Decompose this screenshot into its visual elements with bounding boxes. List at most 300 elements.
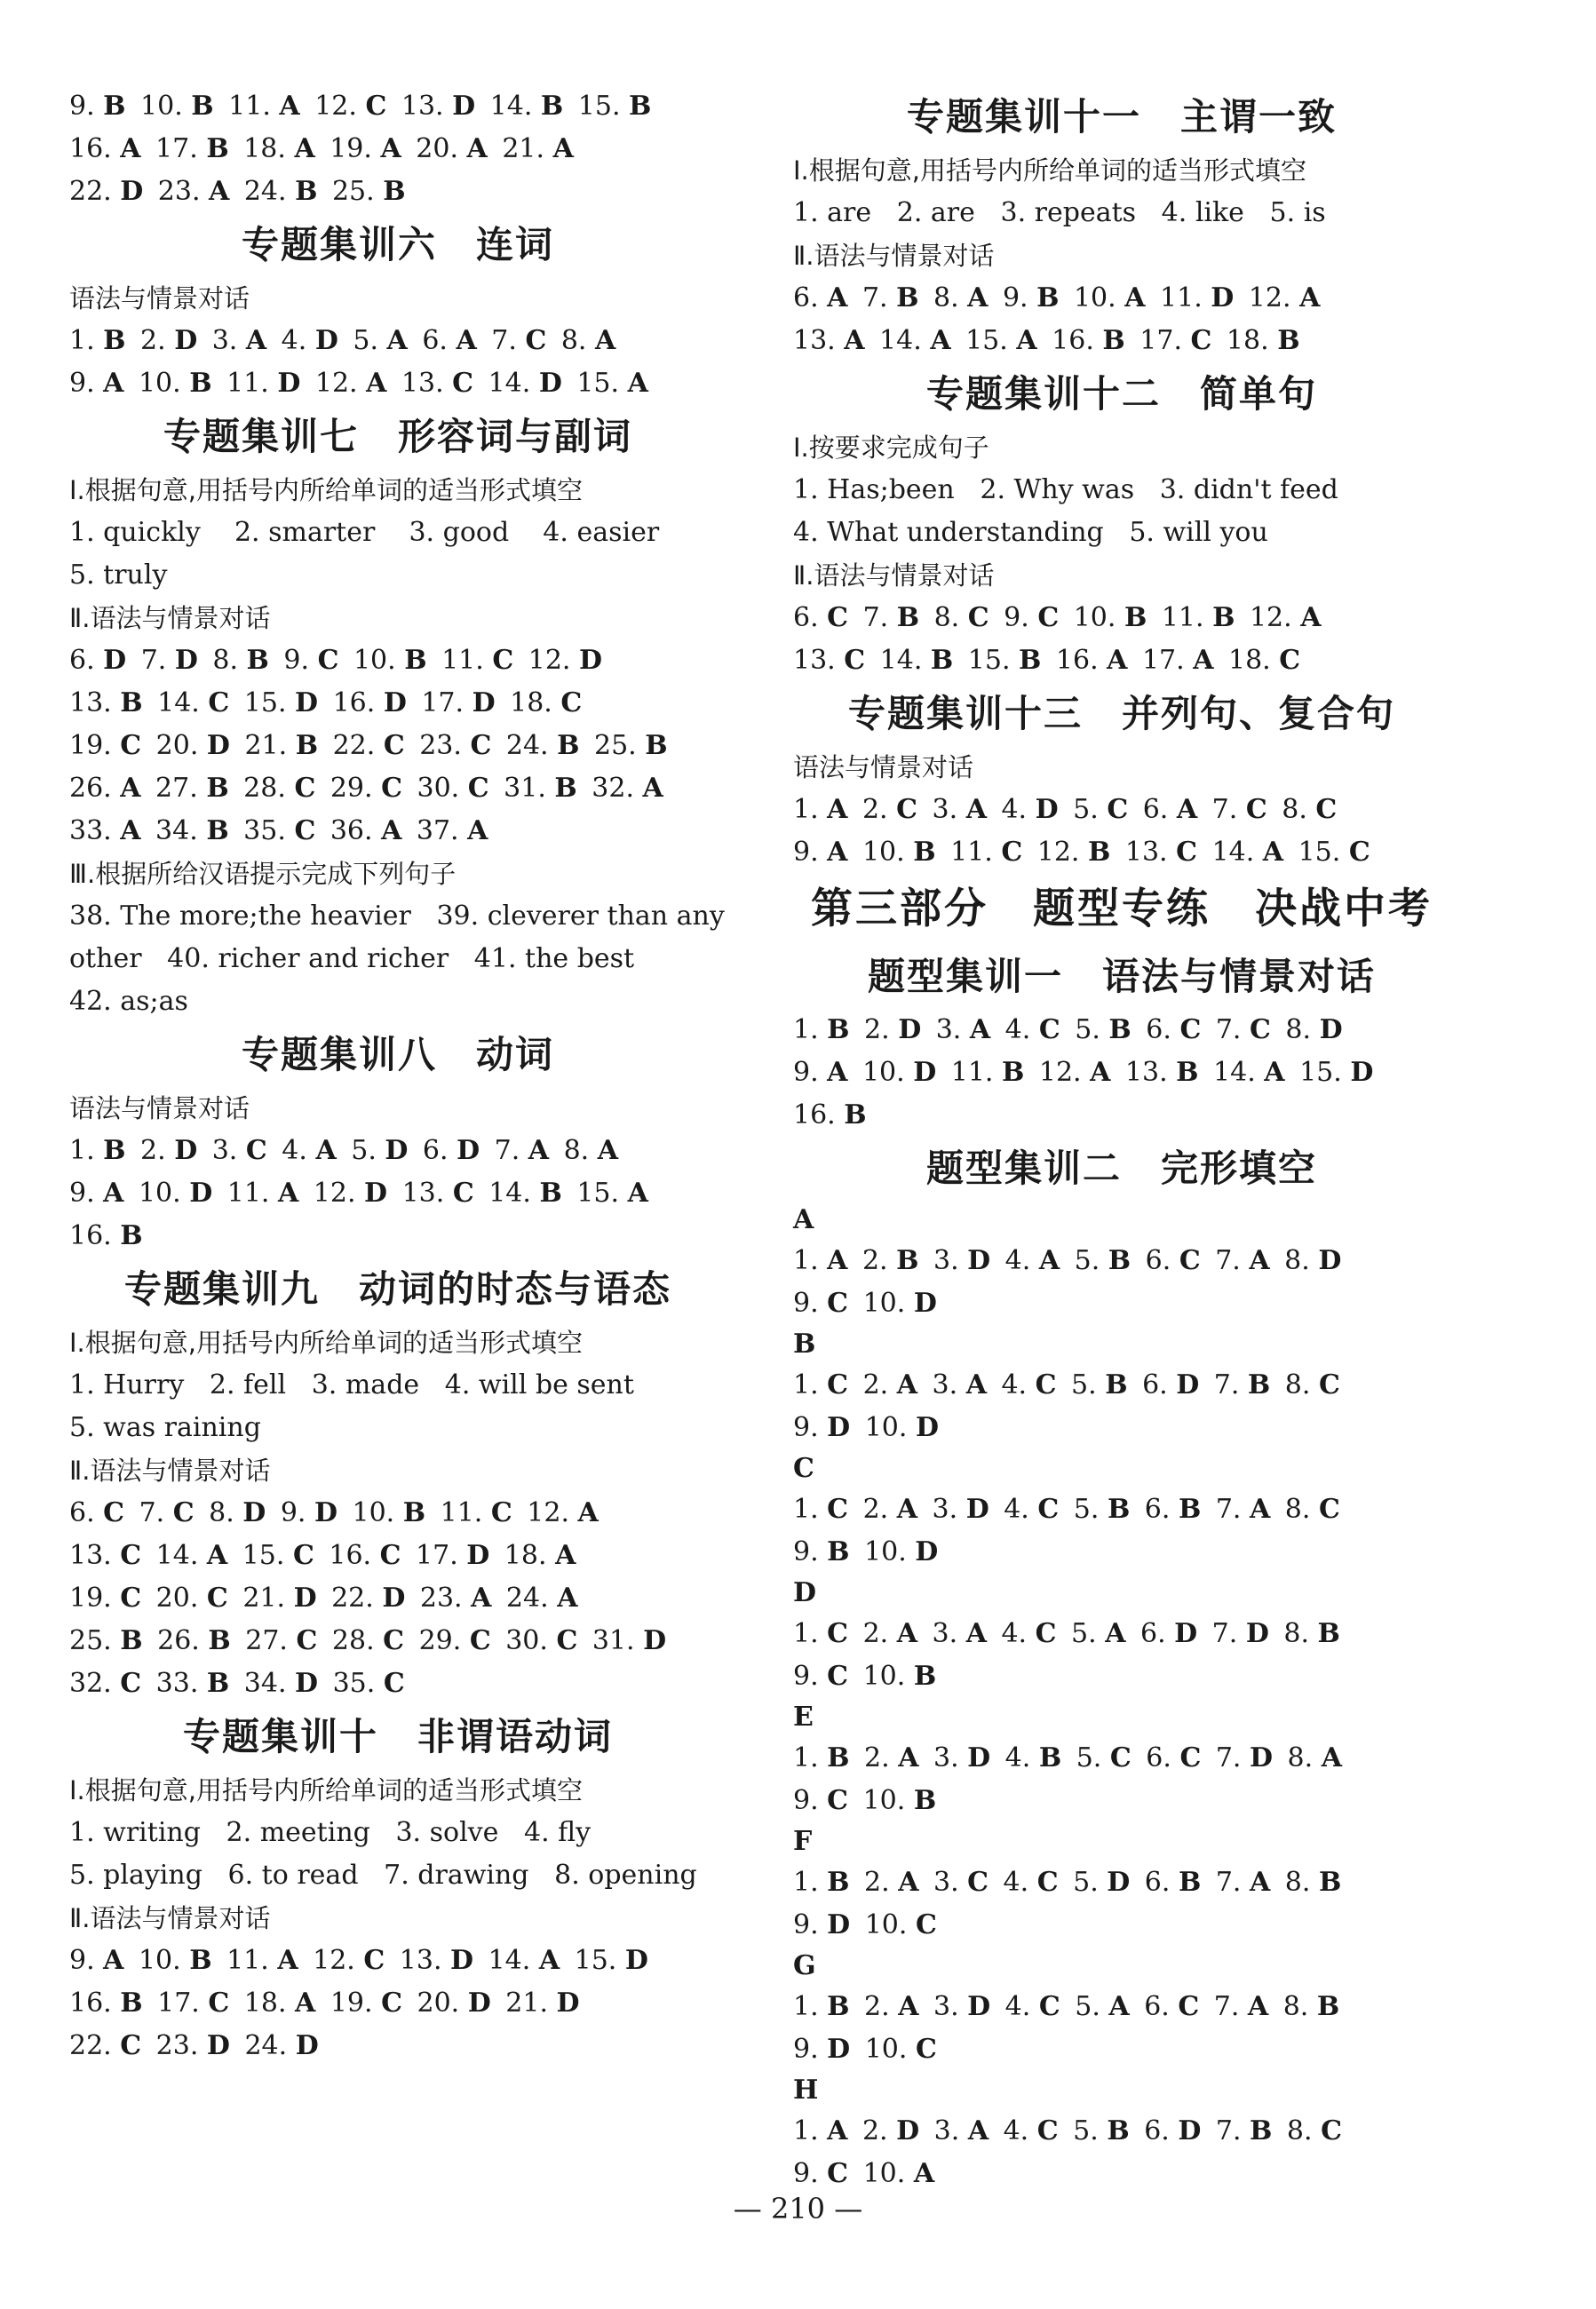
question-number: 9.: [793, 2158, 819, 2189]
answer-item: [441, 1497, 512, 1528]
answer-row: [793, 1613, 1450, 1655]
answer-choice: D: [174, 1135, 198, 1166]
answer-item: [1073, 794, 1128, 825]
answer-choice: A: [577, 1497, 599, 1528]
answer-item: [1004, 602, 1059, 633]
answer-item: [157, 687, 229, 718]
answer-item: [527, 1497, 599, 1528]
question-number: 6.: [1142, 1369, 1168, 1400]
answer-choice: A: [552, 133, 574, 164]
question-number: 11.: [441, 645, 484, 676]
question-number: 9.: [793, 1057, 819, 1088]
question-number: 6.: [793, 282, 819, 313]
answer-item: [1004, 1867, 1059, 1898]
answer-choice: D: [967, 1245, 991, 1276]
answer-choice: C: [383, 1625, 405, 1656]
answer-item: [156, 1668, 230, 1699]
question-number: 31.: [592, 1625, 635, 1656]
answer-row: [69, 639, 727, 682]
question-number: 9.: [69, 1178, 95, 1209]
question-number: 15.: [1298, 837, 1341, 868]
answer-item: [419, 1625, 491, 1656]
question-number: 14.: [488, 1945, 531, 1976]
answer-item: [139, 1945, 212, 1976]
answer-choice: D: [383, 687, 407, 718]
answer-item: [244, 176, 318, 207]
question-number: 13.: [1124, 1057, 1168, 1088]
answer-choice: A: [295, 1988, 316, 2019]
section-heading: 专题集训六 连词: [241, 223, 554, 266]
question-number: 33.: [155, 1668, 199, 1699]
answer-choice: D: [295, 687, 319, 718]
question-number: 1.: [793, 1494, 819, 1525]
answer-item: [227, 1178, 299, 1209]
answer-choice: D: [364, 1178, 388, 1209]
section-heading: 专题集训十三 并列句、复合句: [847, 692, 1395, 735]
answer-item: [69, 325, 126, 356]
question-number: 6.: [1144, 1867, 1171, 1898]
question-number: 8.: [1284, 1867, 1311, 1898]
passage-letter: A: [793, 1204, 814, 1235]
answer-choice: B: [896, 602, 920, 633]
passage-letter: E: [793, 1702, 814, 1733]
answer-item: [1001, 1369, 1056, 1400]
question-number: 15.: [577, 91, 621, 122]
question-number: 7.: [1215, 1742, 1242, 1773]
answer-item: [933, 1369, 987, 1400]
answer-choice: D: [206, 730, 230, 761]
answer-item: [243, 773, 315, 804]
question-number: 6.: [1145, 1245, 1171, 1276]
answer-item: [333, 730, 405, 761]
question-number: 3.: [211, 325, 238, 356]
answer-choice: B: [191, 91, 214, 122]
question-number: 10.: [352, 1497, 395, 1528]
question-number: 3.: [935, 1014, 962, 1045]
answer-text-line: 1. Hurry 2. fell 3. made 4. will be sent: [69, 1369, 634, 1400]
answer-choice: C: [208, 687, 230, 718]
answer-item: [793, 2115, 847, 2146]
answer-choice: D: [965, 1494, 989, 1525]
answer-text-line: 42. as;as: [69, 986, 188, 1017]
answer-choice: A: [278, 1178, 299, 1209]
answer-item: [1160, 282, 1234, 313]
answer-item: [1287, 2115, 1342, 2146]
answer-item: [155, 133, 229, 164]
question-number: 2.: [862, 2115, 888, 2146]
question-number: 34.: [155, 815, 198, 846]
question-number: 12.: [1038, 1057, 1082, 1088]
answer-item: [793, 1536, 850, 1567]
answer-item: [1214, 1369, 1271, 1400]
answer-item: [592, 1625, 666, 1656]
answer-choice: A: [294, 133, 315, 164]
answer-choice: C: [294, 773, 316, 804]
answer-item: [793, 1245, 847, 1276]
answer-choice: C: [1038, 1014, 1060, 1045]
passage-letter: B: [793, 1329, 816, 1360]
answer-choice: C: [120, 2030, 142, 2061]
question-number: 17.: [155, 133, 198, 164]
answer-choice: B: [103, 91, 126, 122]
question-number: 1.: [793, 1618, 819, 1649]
question-number: 10.: [862, 1288, 906, 1319]
answer-choice: C: [1318, 1494, 1340, 1525]
answer-item: [441, 645, 513, 676]
subsection-label: 语法与情景对话: [793, 752, 974, 782]
question-number: 5.: [1073, 2115, 1099, 2146]
answer-choice: D: [1211, 282, 1235, 313]
question-number: 11.: [950, 1057, 994, 1088]
question-number: 22.: [332, 730, 376, 761]
answer-choice: B: [1176, 1057, 1199, 1088]
answer-item: [862, 2115, 919, 2146]
answer-item: [1073, 1867, 1130, 1898]
answer-row: [793, 831, 1450, 874]
answer-choice: D: [1319, 1014, 1343, 1045]
question-number: 12.: [1248, 282, 1291, 313]
answer-choice: D: [450, 1945, 474, 1976]
question-number: 10.: [862, 1785, 906, 1816]
answer-row: [69, 85, 727, 128]
answer-row: [793, 1009, 1450, 1051]
answer-item: [793, 1099, 867, 1131]
answer-text-line: 1. quickly 2. smarter 3. good 4. easier: [69, 517, 660, 548]
answer-choice: A: [642, 773, 663, 804]
answer-choice: A: [386, 325, 408, 356]
question-number: 4.: [1004, 1991, 1031, 2022]
answer-choice: D: [1176, 1369, 1200, 1400]
subsection-label: 语法与情景对话: [69, 1093, 250, 1123]
answer-item: [1003, 282, 1060, 313]
answer-item: [1227, 325, 1300, 356]
question-number: 5.: [1071, 1369, 1097, 1400]
answer-choice: D: [967, 1991, 991, 2022]
answer-item: [1004, 2115, 1059, 2146]
answer-row: [69, 1215, 727, 1258]
answer-choice: C: [560, 687, 583, 718]
answer-item: [504, 773, 577, 804]
answer-choice: D: [314, 325, 338, 356]
question-number: 9.: [69, 368, 95, 399]
answer-item: [333, 1668, 405, 1699]
subsection-label: Ⅱ.语法与情景对话: [69, 1456, 271, 1486]
answer-row: [793, 1282, 1450, 1325]
subsection-label: Ⅱ.语法与情景对话: [69, 1903, 271, 1933]
question-number: 6.: [69, 645, 95, 676]
answer-item: [1284, 1245, 1341, 1276]
question-number: 23.: [419, 730, 462, 761]
answer-item: [863, 602, 920, 633]
answer-choice: B: [120, 1220, 143, 1251]
answer-choice: A: [557, 1583, 578, 1614]
question-number: 8.: [209, 1497, 234, 1528]
question-number: 10.: [138, 1178, 181, 1209]
answer-item: [244, 1988, 316, 2019]
answer-choice: D: [103, 645, 127, 676]
question-number: 15.: [243, 687, 287, 718]
answer-item: [1249, 282, 1321, 313]
answer-choice: A: [277, 1945, 298, 1976]
question-number: 30.: [417, 773, 460, 804]
answer-item: [1071, 1618, 1125, 1649]
question-number: 17.: [1139, 325, 1182, 356]
answer-choice: C: [827, 1369, 849, 1400]
answer-row: [793, 2110, 1450, 2153]
answer-choice: A: [898, 1742, 919, 1773]
answer-item: [69, 2030, 141, 2061]
answer-item: [1214, 1991, 1268, 2022]
question-number: 9.: [793, 2034, 819, 2065]
answer-choice: D: [277, 368, 301, 399]
answer-choice: C: [1190, 325, 1212, 356]
question-number: 20.: [417, 1988, 460, 2019]
answer-row: [69, 320, 727, 362]
answer-choice: C: [383, 1668, 405, 1699]
question-number: 12.: [313, 1945, 355, 1976]
answer-item: [933, 1867, 989, 1898]
question-number: 7.: [1211, 794, 1238, 825]
question-number: 1.: [793, 1245, 819, 1276]
answer-item: [422, 325, 476, 356]
answer-item: [1076, 1742, 1131, 1773]
answer-row: [793, 277, 1450, 320]
answer-item: [934, 2115, 989, 2146]
answer-item: [793, 2158, 848, 2189]
question-number: 18.: [243, 1988, 287, 2019]
answer-item: [1285, 1494, 1340, 1525]
question-number: 2.: [862, 1245, 888, 1276]
question-number: 13.: [69, 687, 112, 718]
answer-item: [793, 1014, 850, 1045]
question-number: 16.: [793, 1099, 836, 1131]
question-number: 14.: [489, 91, 533, 122]
answer-choice: B: [103, 325, 126, 356]
question-number: 8.: [1285, 1014, 1312, 1045]
answer-choice: A: [965, 794, 987, 825]
answer-item: [1073, 2115, 1130, 2146]
answer-choice: D: [538, 368, 562, 399]
answer-choice: A: [898, 1867, 919, 1898]
answer-choice: B: [1212, 602, 1235, 633]
answer-item: [282, 1135, 336, 1166]
answer-choice: C: [827, 1288, 849, 1319]
question-number: 4.: [1003, 2115, 1029, 2146]
answer-item: [1288, 1742, 1342, 1773]
answer-choice: B: [539, 1178, 562, 1209]
question-number: 7.: [1215, 2115, 1242, 2146]
question-number: 8.: [1284, 1245, 1310, 1276]
answer-item: [140, 325, 197, 356]
answer-choice: A: [627, 1178, 648, 1209]
question-number: 7.: [1215, 1014, 1242, 1045]
answer-choice: A: [1105, 1618, 1126, 1649]
answer-item: [1146, 1245, 1201, 1276]
answer-choice: A: [965, 1618, 987, 1649]
answer-row: [69, 171, 727, 213]
answer-choice: A: [120, 133, 141, 164]
answer-text-line: other 40. richer and richer 41. the best: [69, 943, 635, 974]
question-number: 3.: [933, 1742, 959, 1773]
question-number: 4.: [1004, 1742, 1031, 1773]
answer-choice: B: [554, 773, 577, 804]
answer-row: [793, 1904, 1450, 1947]
answer-item: [401, 91, 475, 122]
answer-item: [862, 837, 936, 868]
question-number: 12.: [1036, 837, 1080, 868]
answer-item: [1075, 1991, 1129, 2022]
question-number: 14.: [488, 368, 531, 399]
question-number: 9.: [69, 91, 95, 122]
answer-item: [158, 176, 230, 207]
answer-item: [69, 91, 126, 122]
answer-item: [69, 1583, 141, 1614]
answer-choice: C: [381, 773, 402, 804]
answer-choice: C: [844, 645, 866, 676]
answer-item: [69, 1220, 143, 1251]
answer-item: [1215, 1245, 1269, 1276]
answer-item: [934, 602, 989, 633]
answer-row: [793, 2153, 1450, 2195]
answer-item: [332, 1625, 404, 1656]
answer-row: [793, 789, 1450, 831]
answer-item: [1125, 1057, 1199, 1088]
question-number: 9.: [793, 1412, 819, 1443]
answer-item: [69, 1945, 123, 1976]
answer-choice: A: [467, 815, 488, 846]
question-number: 8.: [1286, 2115, 1313, 2146]
question-number: 3.: [932, 1494, 958, 1525]
question-number: 28.: [331, 1625, 375, 1656]
answer-choice: A: [279, 91, 300, 122]
answer-item: [576, 368, 648, 399]
answer-choice: C: [827, 602, 849, 633]
answer-choice: B: [1178, 1867, 1202, 1898]
question-number: 8.: [1284, 1369, 1311, 1400]
answer-item: [965, 325, 1037, 356]
answer-item: [282, 325, 338, 356]
answer-choice: A: [827, 837, 848, 868]
question-number: 11.: [1161, 602, 1204, 633]
answer-item: [506, 730, 580, 761]
question-number: 22.: [69, 176, 112, 207]
answer-item: [1052, 325, 1125, 356]
answer-choice: C: [1315, 794, 1338, 825]
question-number: 23.: [419, 1583, 463, 1614]
question-number: 30.: [505, 1625, 548, 1656]
answer-item: [950, 837, 1022, 868]
question-number: 6.: [1142, 794, 1169, 825]
question-number: 7.: [1213, 1369, 1240, 1400]
answer-item: [793, 1785, 848, 1816]
answer-choice: D: [1178, 2115, 1202, 2146]
answer-row: [793, 597, 1450, 639]
answer-item: [1074, 1494, 1131, 1525]
question-number: 10.: [864, 1536, 907, 1567]
question-number: 1.: [793, 1014, 819, 1045]
question-number: 4.: [1001, 1369, 1028, 1400]
answer-item: [793, 794, 847, 825]
answer-item: [951, 1057, 1025, 1088]
answer-choice: C: [363, 1945, 385, 1976]
answer-choice: B: [120, 1625, 143, 1656]
question-number: 26.: [69, 773, 112, 804]
answer-choice: C: [467, 773, 489, 804]
question-number: 9.: [1002, 282, 1028, 313]
question-number: 7.: [140, 645, 167, 676]
answer-choice: D: [174, 325, 198, 356]
answer-item: [353, 1497, 426, 1528]
answer-item: [793, 602, 848, 633]
answer-item: [1212, 1618, 1269, 1649]
question-number: 2.: [862, 794, 888, 825]
question-number: 16.: [329, 1540, 372, 1571]
answer-choice: B: [540, 91, 564, 122]
answer-item: [242, 1583, 316, 1614]
answer-text-line: 5. was raining: [69, 1412, 261, 1443]
answer-choice: B: [208, 1625, 231, 1656]
question-number: 9.: [283, 645, 310, 676]
question-number: 11.: [226, 1945, 269, 1976]
question-number: 10.: [138, 1945, 181, 1976]
answer-choice: A: [366, 368, 387, 399]
question-number: 13.: [793, 325, 836, 356]
answer-item: [793, 282, 847, 313]
answer-choice: A: [555, 1540, 576, 1571]
answer-item: [1039, 1057, 1111, 1088]
answer-item: [1146, 1014, 1201, 1045]
question-number: 21.: [502, 133, 545, 164]
answer-item: [69, 133, 141, 164]
answer-item: [69, 176, 143, 207]
answer-item: [864, 1014, 921, 1045]
answer-choice: A: [1250, 1494, 1271, 1525]
answer-item: [140, 91, 214, 122]
answer-choice: A: [1090, 1057, 1111, 1088]
question-number: 4.: [1004, 1014, 1031, 1045]
question-number: 9.: [793, 837, 819, 868]
question-number: 9.: [793, 1661, 819, 1692]
section-heading: 专题集训十 非谓语动词: [182, 1715, 613, 1758]
question-number: 2.: [862, 1369, 889, 1400]
question-number: 7.: [1215, 1245, 1241, 1276]
answer-row: [69, 1535, 727, 1577]
answer-item: [314, 1178, 387, 1209]
answer-item: [139, 368, 212, 399]
answer-item: [1142, 645, 1214, 676]
answer-choice: D: [1350, 1057, 1374, 1088]
subsection-label: Ⅲ.根据所给汉语提示完成下列句子: [69, 859, 457, 889]
question-number: 35.: [243, 815, 286, 846]
question-number: 19.: [330, 1988, 373, 2019]
answer-row: [69, 810, 727, 853]
question-number: 14.: [879, 325, 922, 356]
answer-item: [242, 1540, 314, 1571]
answer-item: [576, 1178, 648, 1209]
answer-item: [491, 325, 546, 356]
answer-row: [69, 362, 727, 405]
answer-item: [488, 368, 562, 399]
answer-item: [793, 1618, 848, 1649]
answer-choice: A: [827, 1057, 848, 1088]
answer-choice: A: [627, 368, 648, 399]
answer-choice: B: [120, 687, 143, 718]
answer-item: [488, 1178, 562, 1209]
answer-item: [402, 1178, 474, 1209]
question-number: 1.: [69, 325, 95, 356]
question-number: 33.: [69, 815, 112, 846]
answer-item: [1212, 837, 1284, 868]
